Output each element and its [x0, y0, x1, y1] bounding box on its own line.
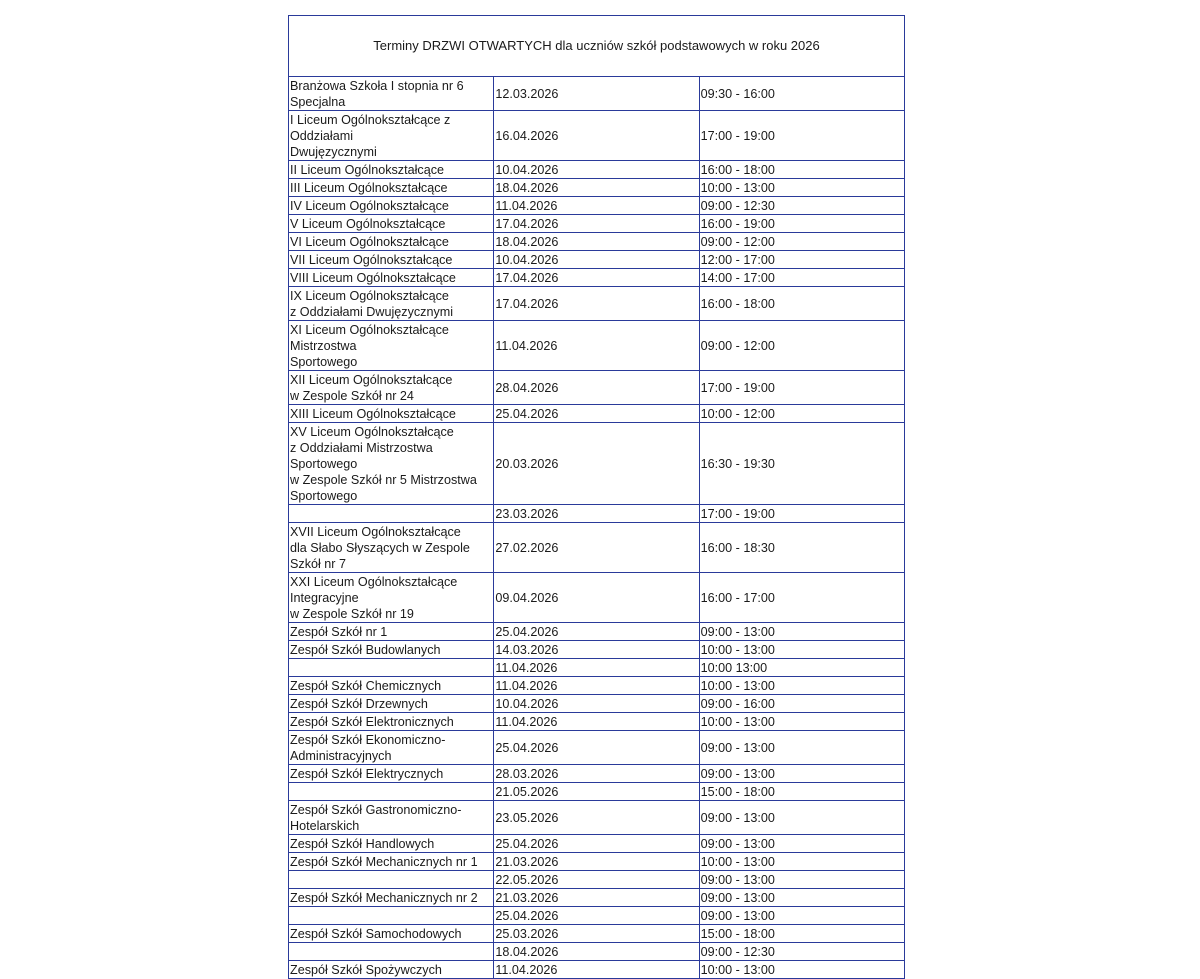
date-cell: 21.03.2026 [494, 853, 699, 871]
table-row [289, 233, 905, 251]
time-cell: 09:00 - 13:00 [699, 835, 904, 853]
school-cell [289, 659, 494, 677]
time-cell: 09:00 - 12:30 [699, 943, 904, 961]
date-cell: 25.04.2026 [494, 405, 699, 423]
time-cell: 10:00 - 13:00 [699, 713, 904, 731]
table-row [289, 623, 905, 641]
school-cell [289, 783, 494, 801]
table-row [289, 801, 905, 835]
date-cell: 10.04.2026 [494, 161, 699, 179]
time-cell: 09:00 - 12:00 [699, 233, 904, 251]
date-cell: 18.04.2026 [494, 233, 699, 251]
school-cell: Zespół Szkół Spożywczych [289, 961, 494, 979]
school-cell: XI Liceum Ogólnokształcące Mistrzostwa Sportowego [289, 321, 494, 371]
date-cell: 10.04.2026 [494, 251, 699, 269]
table-row [289, 111, 905, 161]
date-cell: 17.04.2026 [494, 269, 699, 287]
school-cell: Zespół Szkół Drzewnych [289, 695, 494, 713]
school-cell: II Liceum Ogólnokształcące [289, 161, 494, 179]
table-row [289, 641, 905, 659]
time-cell: 15:00 - 18:00 [699, 783, 904, 801]
time-cell: 09:00 - 13:00 [699, 731, 904, 765]
school-cell: XIII Liceum Ogólnokształcące [289, 405, 494, 423]
school-cell: Zespół Szkół nr 1 [289, 623, 494, 641]
school-cell: Zespół Szkół Elektronicznych [289, 713, 494, 731]
date-cell: 28.03.2026 [494, 765, 699, 783]
table-row [289, 321, 905, 371]
time-cell: 17:00 - 19:00 [699, 505, 904, 523]
time-cell: 09:00 - 13:00 [699, 765, 904, 783]
table-row [289, 371, 905, 405]
date-cell: 11.04.2026 [494, 197, 699, 215]
school-cell: XXI Liceum Ogólnokształcące Integracyjne w Zespole Szkół nr 19 [289, 573, 494, 623]
date-cell: 25.03.2026 [494, 925, 699, 943]
date-cell: 18.04.2026 [494, 179, 699, 197]
time-cell: 10:00 13:00 [699, 659, 904, 677]
date-cell: 09.04.2026 [494, 573, 699, 623]
school-cell: VIII Liceum Ogólnokształcące [289, 269, 494, 287]
time-cell: 09:00 - 13:00 [699, 871, 904, 889]
school-cell: VI Liceum Ogólnokształcące [289, 233, 494, 251]
open-days-table [288, 15, 905, 979]
time-cell: 09:00 - 13:00 [699, 801, 904, 835]
time-cell: 17:00 - 19:00 [699, 371, 904, 405]
date-cell: 16.04.2026 [494, 111, 699, 161]
time-cell: 14:00 - 17:00 [699, 269, 904, 287]
time-cell: 16:00 - 19:00 [699, 215, 904, 233]
time-cell: 16:30 - 19:30 [699, 423, 904, 505]
time-cell: 09:00 - 16:00 [699, 695, 904, 713]
table-row [289, 161, 905, 179]
date-cell: 25.04.2026 [494, 835, 699, 853]
date-cell: 28.04.2026 [494, 371, 699, 405]
table-row [289, 695, 905, 713]
school-cell: Zespół Szkół Gastronomiczno-Hotelarskich [289, 801, 494, 835]
table-row [289, 405, 905, 423]
time-cell: 09:00 - 13:00 [699, 623, 904, 641]
date-cell: 11.04.2026 [494, 321, 699, 371]
table-row [289, 783, 905, 801]
open-days-table-body [289, 16, 905, 979]
school-cell [289, 871, 494, 889]
date-cell: 22.05.2026 [494, 871, 699, 889]
school-cell: III Liceum Ogólnokształcące [289, 179, 494, 197]
time-cell: 09:00 - 12:30 [699, 197, 904, 215]
date-cell: 12.03.2026 [494, 77, 699, 111]
date-cell: 11.04.2026 [494, 961, 699, 979]
date-cell: 17.04.2026 [494, 215, 699, 233]
time-cell: 09:00 - 13:00 [699, 889, 904, 907]
date-cell: 21.03.2026 [494, 889, 699, 907]
table-row [289, 731, 905, 765]
date-cell: 10.04.2026 [494, 695, 699, 713]
school-cell: IV Liceum Ogólnokształcące [289, 197, 494, 215]
table-row [289, 871, 905, 889]
table-row [289, 889, 905, 907]
time-cell: 16:00 - 18:00 [699, 161, 904, 179]
school-cell: IX Liceum Ogólnokształcące z Oddziałami Dwujęzycznymi [289, 287, 494, 321]
school-cell: Zespół Szkół Ekonomiczno-Administracyjnych [289, 731, 494, 765]
time-cell: 16:00 - 17:00 [699, 573, 904, 623]
table-row [289, 251, 905, 269]
school-cell: Zespół Szkół Budowlanych [289, 641, 494, 659]
date-cell: 11.04.2026 [494, 713, 699, 731]
table-row [289, 961, 905, 979]
school-cell: Branżowa Szkoła I stopnia nr 6 Specjalna [289, 77, 494, 111]
school-cell: XII Liceum Ogólnokształcące w Zespole Szkół nr 24 [289, 371, 494, 405]
time-cell: 10:00 - 13:00 [699, 677, 904, 695]
time-cell: 10:00 - 13:00 [699, 961, 904, 979]
time-cell: 09:00 - 13:00 [699, 907, 904, 925]
school-cell [289, 505, 494, 523]
table-row [289, 573, 905, 623]
school-cell: XV Liceum Ogólnokształcące z Oddziałami Mistrzostwa Sportowego w Zespole Szkół nr 5 Mistrzostwa Sportowego [289, 423, 494, 505]
date-cell: 18.04.2026 [494, 943, 699, 961]
table-row [289, 179, 905, 197]
date-cell: 14.03.2026 [494, 641, 699, 659]
school-cell: Zespół Szkół Chemicznych [289, 677, 494, 695]
table-row [289, 77, 905, 111]
table-row [289, 835, 905, 853]
date-cell: 23.05.2026 [494, 801, 699, 835]
time-cell: 10:00 - 13:00 [699, 179, 904, 197]
table-row [289, 269, 905, 287]
school-cell: V Liceum Ogólnokształcące [289, 215, 494, 233]
school-cell [289, 943, 494, 961]
time-cell: 16:00 - 18:30 [699, 523, 904, 573]
time-cell: 09:00 - 12:00 [699, 321, 904, 371]
time-cell: 10:00 - 13:00 [699, 641, 904, 659]
table-row [289, 925, 905, 943]
table-row [289, 423, 905, 505]
school-cell: Zespół Szkół Elektrycznych [289, 765, 494, 783]
table-row [289, 505, 905, 523]
school-cell: Zespół Szkół Mechanicznych nr 2 [289, 889, 494, 907]
school-cell: VII Liceum Ogólnokształcące [289, 251, 494, 269]
date-cell: 21.05.2026 [494, 783, 699, 801]
school-cell: Zespół Szkół Mechanicznych nr 1 [289, 853, 494, 871]
school-cell [289, 907, 494, 925]
table-row [289, 287, 905, 321]
date-cell: 20.03.2026 [494, 423, 699, 505]
date-cell: 25.04.2026 [494, 907, 699, 925]
table-row [289, 907, 905, 925]
date-cell: 25.04.2026 [494, 731, 699, 765]
school-cell: Zespół Szkół Handlowych [289, 835, 494, 853]
table-row [289, 943, 905, 961]
table-row [289, 677, 905, 695]
table-row [289, 765, 905, 783]
date-cell: 23.03.2026 [494, 505, 699, 523]
time-cell: 15:00 - 18:00 [699, 925, 904, 943]
title-row [289, 16, 905, 77]
table-row [289, 523, 905, 573]
table-row [289, 215, 905, 233]
table-row [289, 713, 905, 731]
time-cell: 09:30 - 16:00 [699, 77, 904, 111]
time-cell: 17:00 - 19:00 [699, 111, 904, 161]
date-cell: 25.04.2026 [494, 623, 699, 641]
time-cell: 16:00 - 18:00 [699, 287, 904, 321]
date-cell: 27.02.2026 [494, 523, 699, 573]
date-cell: 11.04.2026 [494, 677, 699, 695]
time-cell: 12:00 - 17:00 [699, 251, 904, 269]
school-cell: Zespół Szkół Samochodowych [289, 925, 494, 943]
table-row [289, 853, 905, 871]
table-title: Terminy DRZWI OTWARTYCH dla uczniów szkół podstawowych w roku 2026 [289, 16, 905, 77]
time-cell: 10:00 - 12:00 [699, 405, 904, 423]
table-row [289, 659, 905, 677]
school-cell: XVII Liceum Ogólnokształcące dla Słabo Słyszących w Zespole Szkół nr 7 [289, 523, 494, 573]
school-cell: I Liceum Ogólnokształcące z Oddziałami Dwujęzycznymi [289, 111, 494, 161]
time-cell: 10:00 - 13:00 [699, 853, 904, 871]
date-cell: 17.04.2026 [494, 287, 699, 321]
table-row [289, 197, 905, 215]
date-cell: 11.04.2026 [494, 659, 699, 677]
